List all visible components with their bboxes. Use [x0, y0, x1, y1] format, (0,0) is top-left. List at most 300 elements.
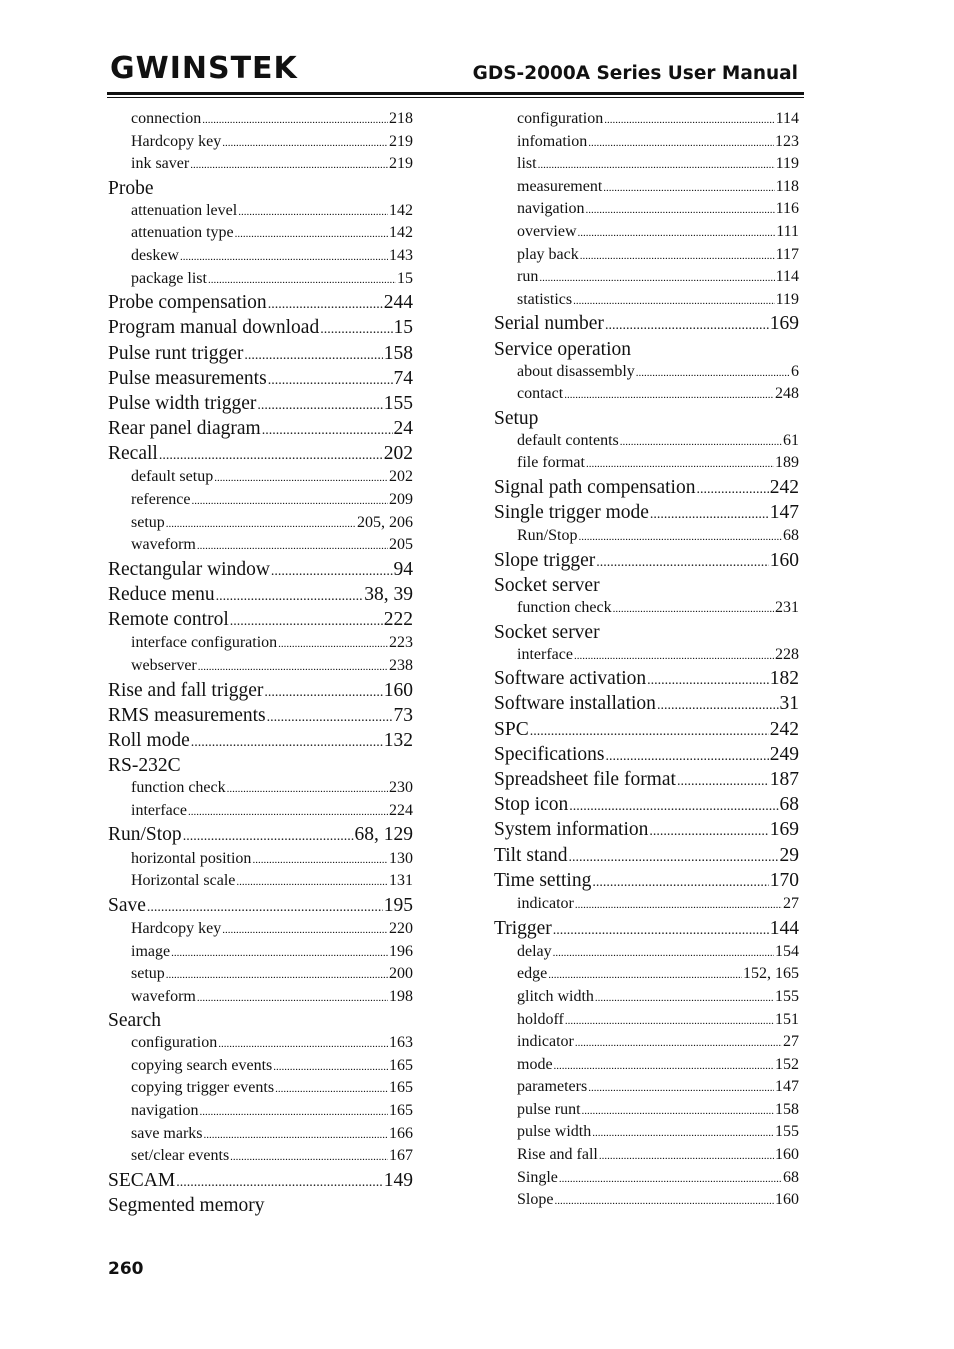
- dot-leader: [236, 870, 388, 894]
- dot-leader: [578, 525, 782, 549]
- index-page-ref: 118: [775, 177, 799, 195]
- dot-leader: [539, 266, 774, 290]
- index-page-ref: 119: [775, 155, 799, 173]
- index-term: Probe: [108, 177, 154, 199]
- index-page-ref: 248: [775, 385, 799, 403]
- index-term: RS-232C: [108, 755, 181, 777]
- index-term: parameters: [517, 1078, 588, 1096]
- index-term: Slope: [517, 1191, 554, 1209]
- index-entry: [108, 703, 413, 728]
- index-page-ref: 160: [775, 1146, 799, 1164]
- index-entry: [494, 792, 799, 817]
- dot-leader: [192, 489, 389, 513]
- index-term: connection: [131, 110, 202, 127]
- index-page-ref: 182: [769, 668, 799, 690]
- index-subentry: [108, 200, 413, 223]
- index-term: overview: [517, 222, 577, 240]
- index-page-ref: 163: [389, 1034, 413, 1052]
- index-term: set/clear events: [131, 1147, 230, 1165]
- index-page-ref: 170: [769, 869, 799, 891]
- index-term: edge: [517, 965, 548, 983]
- index-subentry: [494, 1189, 799, 1212]
- index-subentry: [108, 986, 413, 1009]
- header-rule-thin: [107, 97, 804, 98]
- index-page-ref: 228: [775, 645, 799, 663]
- dot-leader: [636, 361, 790, 385]
- index-subentry: [108, 512, 413, 535]
- index-page-ref: 219: [389, 132, 413, 150]
- index-term: configuration: [517, 110, 604, 127]
- index-subentry: [494, 108, 799, 131]
- index-term: package list: [131, 269, 207, 287]
- index-page-ref: 147: [775, 1078, 799, 1096]
- index-term: Remote control: [108, 609, 229, 631]
- index-subentry: [494, 1121, 799, 1144]
- index-page-ref: 220: [389, 919, 413, 937]
- index-term: Hardcopy key: [131, 132, 222, 150]
- index-term: Single trigger mode: [494, 502, 649, 524]
- dot-leader: [188, 800, 388, 824]
- index-page-ref: 195: [383, 894, 413, 916]
- index-page-ref: 149: [383, 1169, 413, 1191]
- index-subentry: [108, 131, 413, 154]
- index-page-ref: 209: [389, 491, 413, 509]
- index-page-ref: 6: [791, 362, 799, 380]
- index-entry: [494, 620, 799, 644]
- index-page-ref: 68: [783, 527, 799, 545]
- dot-leader: [647, 666, 769, 693]
- dot-leader: [538, 153, 775, 177]
- dot-leader: [278, 632, 388, 656]
- index-term: Slope trigger: [494, 549, 596, 571]
- dot-leader: [171, 941, 388, 965]
- dot-leader: [677, 767, 769, 794]
- index-term: mode: [517, 1055, 553, 1073]
- index-page-ref: 249: [769, 743, 799, 765]
- index-term: Recall: [108, 443, 158, 465]
- index-term: Save: [108, 894, 146, 916]
- index-term: Setup: [494, 407, 539, 429]
- index-term: SPC: [494, 718, 529, 740]
- index-page-ref: 116: [775, 200, 799, 218]
- dot-leader: [230, 1145, 388, 1169]
- index-entry: [108, 1168, 413, 1193]
- index-page-ref: 131: [389, 872, 413, 890]
- index-entry: [108, 416, 413, 441]
- index-page-ref: 200: [389, 965, 413, 983]
- index-page-ref: 187: [769, 769, 799, 790]
- dot-leader: [613, 597, 774, 621]
- index-subentry: [108, 153, 413, 176]
- dot-leader: [238, 200, 388, 224]
- index-page-ref: 165: [389, 1056, 413, 1074]
- dot-leader: [599, 1144, 774, 1168]
- dot-leader: [559, 1167, 782, 1191]
- index-page-ref: 158: [775, 1100, 799, 1118]
- index-entry: [108, 893, 413, 918]
- index-page-ref: 27: [783, 894, 799, 912]
- index-page-ref: 68: [783, 1168, 799, 1186]
- index-term: infomation: [517, 132, 588, 150]
- index-subentry: [494, 1144, 799, 1167]
- index-page-ref: 29: [779, 844, 799, 866]
- index-page-ref: 74: [393, 367, 413, 389]
- index-term: waveform: [131, 536, 196, 554]
- index-subentry: [108, 1055, 413, 1078]
- dot-leader: [586, 452, 774, 476]
- index-term: Hardcopy key: [131, 919, 222, 937]
- index-page-ref: 223: [389, 634, 413, 652]
- index-subentry: [494, 1031, 799, 1054]
- index-subentry: [108, 1145, 413, 1168]
- dot-leader: [267, 703, 393, 730]
- index-term: indicator: [517, 1033, 574, 1051]
- index-subentry: [494, 266, 799, 289]
- index-page-ref: 230: [389, 779, 413, 797]
- index-subentry: [494, 289, 799, 312]
- dot-leader: [548, 963, 742, 987]
- dot-leader: [530, 717, 769, 744]
- index-term: attenuation type: [131, 224, 234, 242]
- index-entry: [494, 311, 799, 336]
- index-subentry: [108, 1100, 413, 1123]
- index-term: Program manual download: [108, 317, 320, 339]
- index-subentry: [494, 131, 799, 154]
- brand-logo: GWINSTEK: [110, 51, 298, 86]
- index-term: pulse runt: [517, 1100, 581, 1118]
- index-entry: [494, 500, 799, 525]
- index-subentry: [494, 244, 799, 267]
- index-entry: [494, 868, 799, 893]
- index-term: play back: [517, 245, 579, 263]
- index-term: Serial number: [494, 313, 604, 335]
- index-page-ref: 144: [769, 917, 799, 939]
- dot-leader: [582, 1099, 774, 1123]
- dot-leader: [554, 1189, 774, 1213]
- dot-leader: [230, 607, 383, 634]
- index-entry: [108, 678, 413, 703]
- index-term: about disassembly: [517, 362, 635, 380]
- index-term: navigation: [131, 1102, 199, 1120]
- dot-leader: [605, 742, 768, 769]
- dot-leader: [197, 986, 388, 1010]
- dot-leader: [222, 131, 388, 155]
- index-entry: [494, 767, 799, 792]
- index-page-ref: 158: [383, 342, 413, 364]
- index-entry: [494, 337, 799, 361]
- index-subentry: [494, 597, 799, 620]
- index-entry: [108, 391, 413, 416]
- index-subentry: [494, 1099, 799, 1122]
- dot-leader: [183, 822, 354, 849]
- dot-leader: [214, 466, 388, 490]
- dot-leader: [564, 383, 774, 407]
- index-term: reference: [131, 491, 191, 509]
- dot-leader: [586, 198, 775, 222]
- index-entry: [108, 582, 413, 607]
- dot-leader: [176, 1168, 383, 1195]
- index-term: deskew: [131, 246, 179, 264]
- dot-leader: [227, 777, 388, 801]
- index-term: RMS measurements: [108, 704, 266, 726]
- dot-leader: [275, 1077, 388, 1101]
- index-page-ref: 196: [389, 942, 413, 960]
- index-entry: [108, 1008, 413, 1032]
- dot-leader: [595, 986, 774, 1010]
- index-term: Segmented memory: [108, 1195, 265, 1217]
- index-entry: [494, 742, 799, 767]
- index-page-ref: 130: [389, 849, 413, 867]
- index-term: Tilt stand: [494, 844, 568, 866]
- index-page-ref: 155: [383, 392, 413, 414]
- index-subentry: [108, 632, 413, 655]
- index-subentry: [108, 941, 413, 964]
- dot-leader: [578, 221, 776, 245]
- dot-leader: [200, 1100, 388, 1124]
- dot-leader: [191, 728, 383, 755]
- dot-leader: [273, 1055, 388, 1079]
- index-subentry: [494, 361, 799, 384]
- index-page-ref: 224: [389, 801, 413, 819]
- dot-leader: [320, 315, 392, 342]
- dot-leader: [696, 475, 768, 502]
- index-subentry: [494, 644, 799, 667]
- index-page-ref: 244: [383, 292, 413, 314]
- dot-leader: [268, 290, 383, 317]
- index-subentry: [108, 870, 413, 893]
- index-entry: [108, 341, 413, 366]
- index-subentry: [108, 777, 413, 800]
- index-term: configuration: [131, 1034, 218, 1052]
- index-page-ref: 132: [383, 729, 413, 751]
- index-page-ref: 160: [769, 549, 799, 571]
- index-page-ref: 238: [389, 657, 413, 674]
- dot-leader: [573, 289, 774, 313]
- index-page-ref: 219: [389, 155, 413, 173]
- index-term: glitch width: [517, 987, 594, 1005]
- dot-leader: [565, 1009, 774, 1033]
- index-page-ref: 114: [775, 268, 799, 286]
- index-page-ref: 27: [783, 1033, 799, 1051]
- index-term: webserver: [131, 657, 197, 674]
- index-entry: [108, 1193, 413, 1217]
- index-term: Rectangular window: [108, 558, 270, 580]
- dot-leader: [268, 366, 393, 393]
- index-page-ref: 117: [775, 245, 799, 263]
- dot-leader: [620, 430, 782, 454]
- index-page-ref: 155: [775, 987, 799, 1005]
- index-column-right: [494, 108, 799, 1212]
- index-term: holdoff: [517, 1010, 564, 1028]
- index-page-ref: 73: [393, 704, 413, 726]
- index-term: default setup: [131, 468, 214, 486]
- index-subentry: [494, 1167, 799, 1190]
- index-entry: [494, 817, 799, 842]
- index-subentry: [494, 198, 799, 221]
- index-page-ref: 169: [769, 313, 799, 335]
- index-page-ref: 155: [775, 1123, 799, 1141]
- dot-leader: [588, 1076, 774, 1100]
- index-term: Rise and fall trigger: [108, 679, 264, 701]
- index-term: interface: [131, 801, 187, 819]
- index-page-ref: 160: [775, 1191, 799, 1209]
- index-page-ref: 231: [775, 599, 799, 617]
- index-term: measurement: [517, 177, 603, 195]
- index-term: run: [517, 268, 539, 286]
- index-page-ref: 61: [783, 431, 799, 449]
- index-column-left: [108, 108, 413, 1217]
- index-subentry: [108, 489, 413, 512]
- index-page-ref: 15: [393, 317, 413, 339]
- dot-leader: [235, 222, 388, 246]
- dot-leader: [190, 153, 388, 177]
- index-term: Search: [108, 1010, 162, 1032]
- index-entry: [108, 557, 413, 582]
- index-term: Software activation: [494, 668, 647, 690]
- index-page-ref: 68, 129: [354, 824, 413, 846]
- index-page-ref: 152, 165: [743, 965, 799, 983]
- index-entry: [494, 916, 799, 941]
- index-term: Rear panel diagram: [108, 418, 261, 440]
- index-term: function check: [517, 599, 612, 617]
- index-term: waveform: [131, 987, 196, 1005]
- dot-leader: [262, 416, 393, 443]
- dot-leader: [657, 691, 779, 718]
- index-page-ref: 222: [383, 609, 413, 631]
- page-number: 260: [108, 1259, 144, 1279]
- index-term: SECAM: [108, 1169, 176, 1191]
- index-entry: [108, 366, 413, 391]
- index-term: Service operation: [494, 338, 631, 360]
- index-page-ref: 68: [779, 794, 799, 816]
- dot-leader: [649, 817, 768, 844]
- index-page-ref: 143: [389, 246, 413, 264]
- index-term: default contents: [517, 431, 619, 449]
- index-term: copying search events: [131, 1056, 273, 1074]
- index-term: image: [131, 942, 171, 960]
- dot-leader: [264, 678, 382, 705]
- dot-leader: [553, 941, 774, 965]
- index-page-ref: 166: [389, 1124, 413, 1142]
- index-subentry: [108, 963, 413, 986]
- index-page-ref: 198: [389, 987, 413, 1005]
- index-page-ref: 202: [383, 443, 413, 465]
- index-page-ref: 111: [776, 222, 799, 240]
- index-page-ref: 24: [393, 418, 413, 440]
- dot-leader: [204, 1123, 388, 1147]
- index-page-ref: 123: [775, 132, 799, 150]
- index-page-ref: 242: [769, 476, 799, 498]
- index-subentry: [494, 525, 799, 548]
- index-page-ref: 152: [775, 1055, 799, 1073]
- dot-leader: [216, 582, 364, 609]
- dot-leader: [580, 244, 775, 268]
- index-page-ref: 165: [389, 1102, 413, 1120]
- index-page-ref: 31: [779, 693, 799, 715]
- index-subentry: [108, 534, 413, 557]
- index-subentry: [494, 1009, 799, 1032]
- index-page-ref: 147: [769, 502, 799, 524]
- index-subentry: [494, 153, 799, 176]
- index-page-ref: 15: [397, 269, 413, 287]
- dot-leader: [596, 548, 768, 575]
- index-entry: [494, 691, 799, 716]
- index-term: pulse width: [517, 1123, 592, 1141]
- dot-leader: [604, 108, 774, 132]
- dot-leader: [553, 916, 769, 943]
- dot-leader: [208, 268, 396, 292]
- dot-leader: [650, 500, 769, 527]
- index-term: interface: [517, 645, 573, 663]
- index-page-ref: 242: [769, 718, 799, 740]
- index-entry: [494, 548, 799, 573]
- index-subentry: [494, 986, 799, 1009]
- index-term: Rise and fall: [517, 1146, 598, 1164]
- index-entry: [108, 753, 413, 777]
- index-subentry: [108, 268, 413, 291]
- dot-leader: [218, 1032, 388, 1056]
- header-rule: [107, 92, 804, 95]
- index-subentry: [108, 1077, 413, 1100]
- index-page-ref: 165: [389, 1079, 413, 1097]
- index-term: Pulse runt trigger: [108, 342, 244, 364]
- index-subentry: [494, 963, 799, 986]
- index-term: Software installation: [494, 693, 656, 715]
- dot-leader: [257, 391, 382, 418]
- index-page-ref: 154: [775, 942, 799, 960]
- index-entry: [494, 475, 799, 500]
- dot-leader: [592, 868, 768, 895]
- index-term: Run/Stop: [517, 527, 578, 545]
- index-page-ref: 151: [775, 1010, 799, 1028]
- index-term: setup: [131, 513, 165, 531]
- index-page-ref: 94: [393, 558, 413, 580]
- index-term: Time setting: [494, 869, 592, 891]
- index-page-ref: 38, 39: [364, 584, 413, 606]
- index-subentry: [108, 655, 413, 678]
- dot-leader: [197, 534, 388, 558]
- dot-leader: [575, 1031, 782, 1055]
- index-page-ref: 218: [389, 110, 413, 127]
- index-page-ref: 169: [769, 819, 799, 841]
- index-subentry: [494, 893, 799, 916]
- dot-leader: [574, 644, 774, 668]
- index-term: list: [517, 155, 537, 173]
- index-term: Socket server: [494, 621, 600, 643]
- index-term: Stop icon: [494, 794, 569, 816]
- index-term: Spreadsheet file format: [494, 769, 676, 790]
- index-page-ref: 114: [775, 110, 799, 127]
- index-page-ref: 205, 206: [357, 513, 413, 531]
- index-entry: [494, 843, 799, 868]
- dot-leader: [603, 176, 774, 200]
- index-term: file format: [517, 454, 585, 472]
- index-entry: [108, 176, 413, 200]
- dot-leader: [592, 1121, 774, 1145]
- index-term: Signal path compensation: [494, 476, 696, 498]
- index-entry: [108, 290, 413, 315]
- index-subentry: [494, 1076, 799, 1099]
- index-entry: [494, 717, 799, 742]
- index-term: delay: [517, 942, 552, 960]
- index-page-ref: 167: [389, 1147, 413, 1165]
- index-subentry: [108, 222, 413, 245]
- index-entry: [108, 728, 413, 753]
- index-subentry: [108, 1032, 413, 1055]
- manual-title: GDS-2000A Series User Manual: [472, 63, 798, 84]
- index-page-ref: 160: [383, 679, 413, 701]
- index-term: indicator: [517, 894, 574, 912]
